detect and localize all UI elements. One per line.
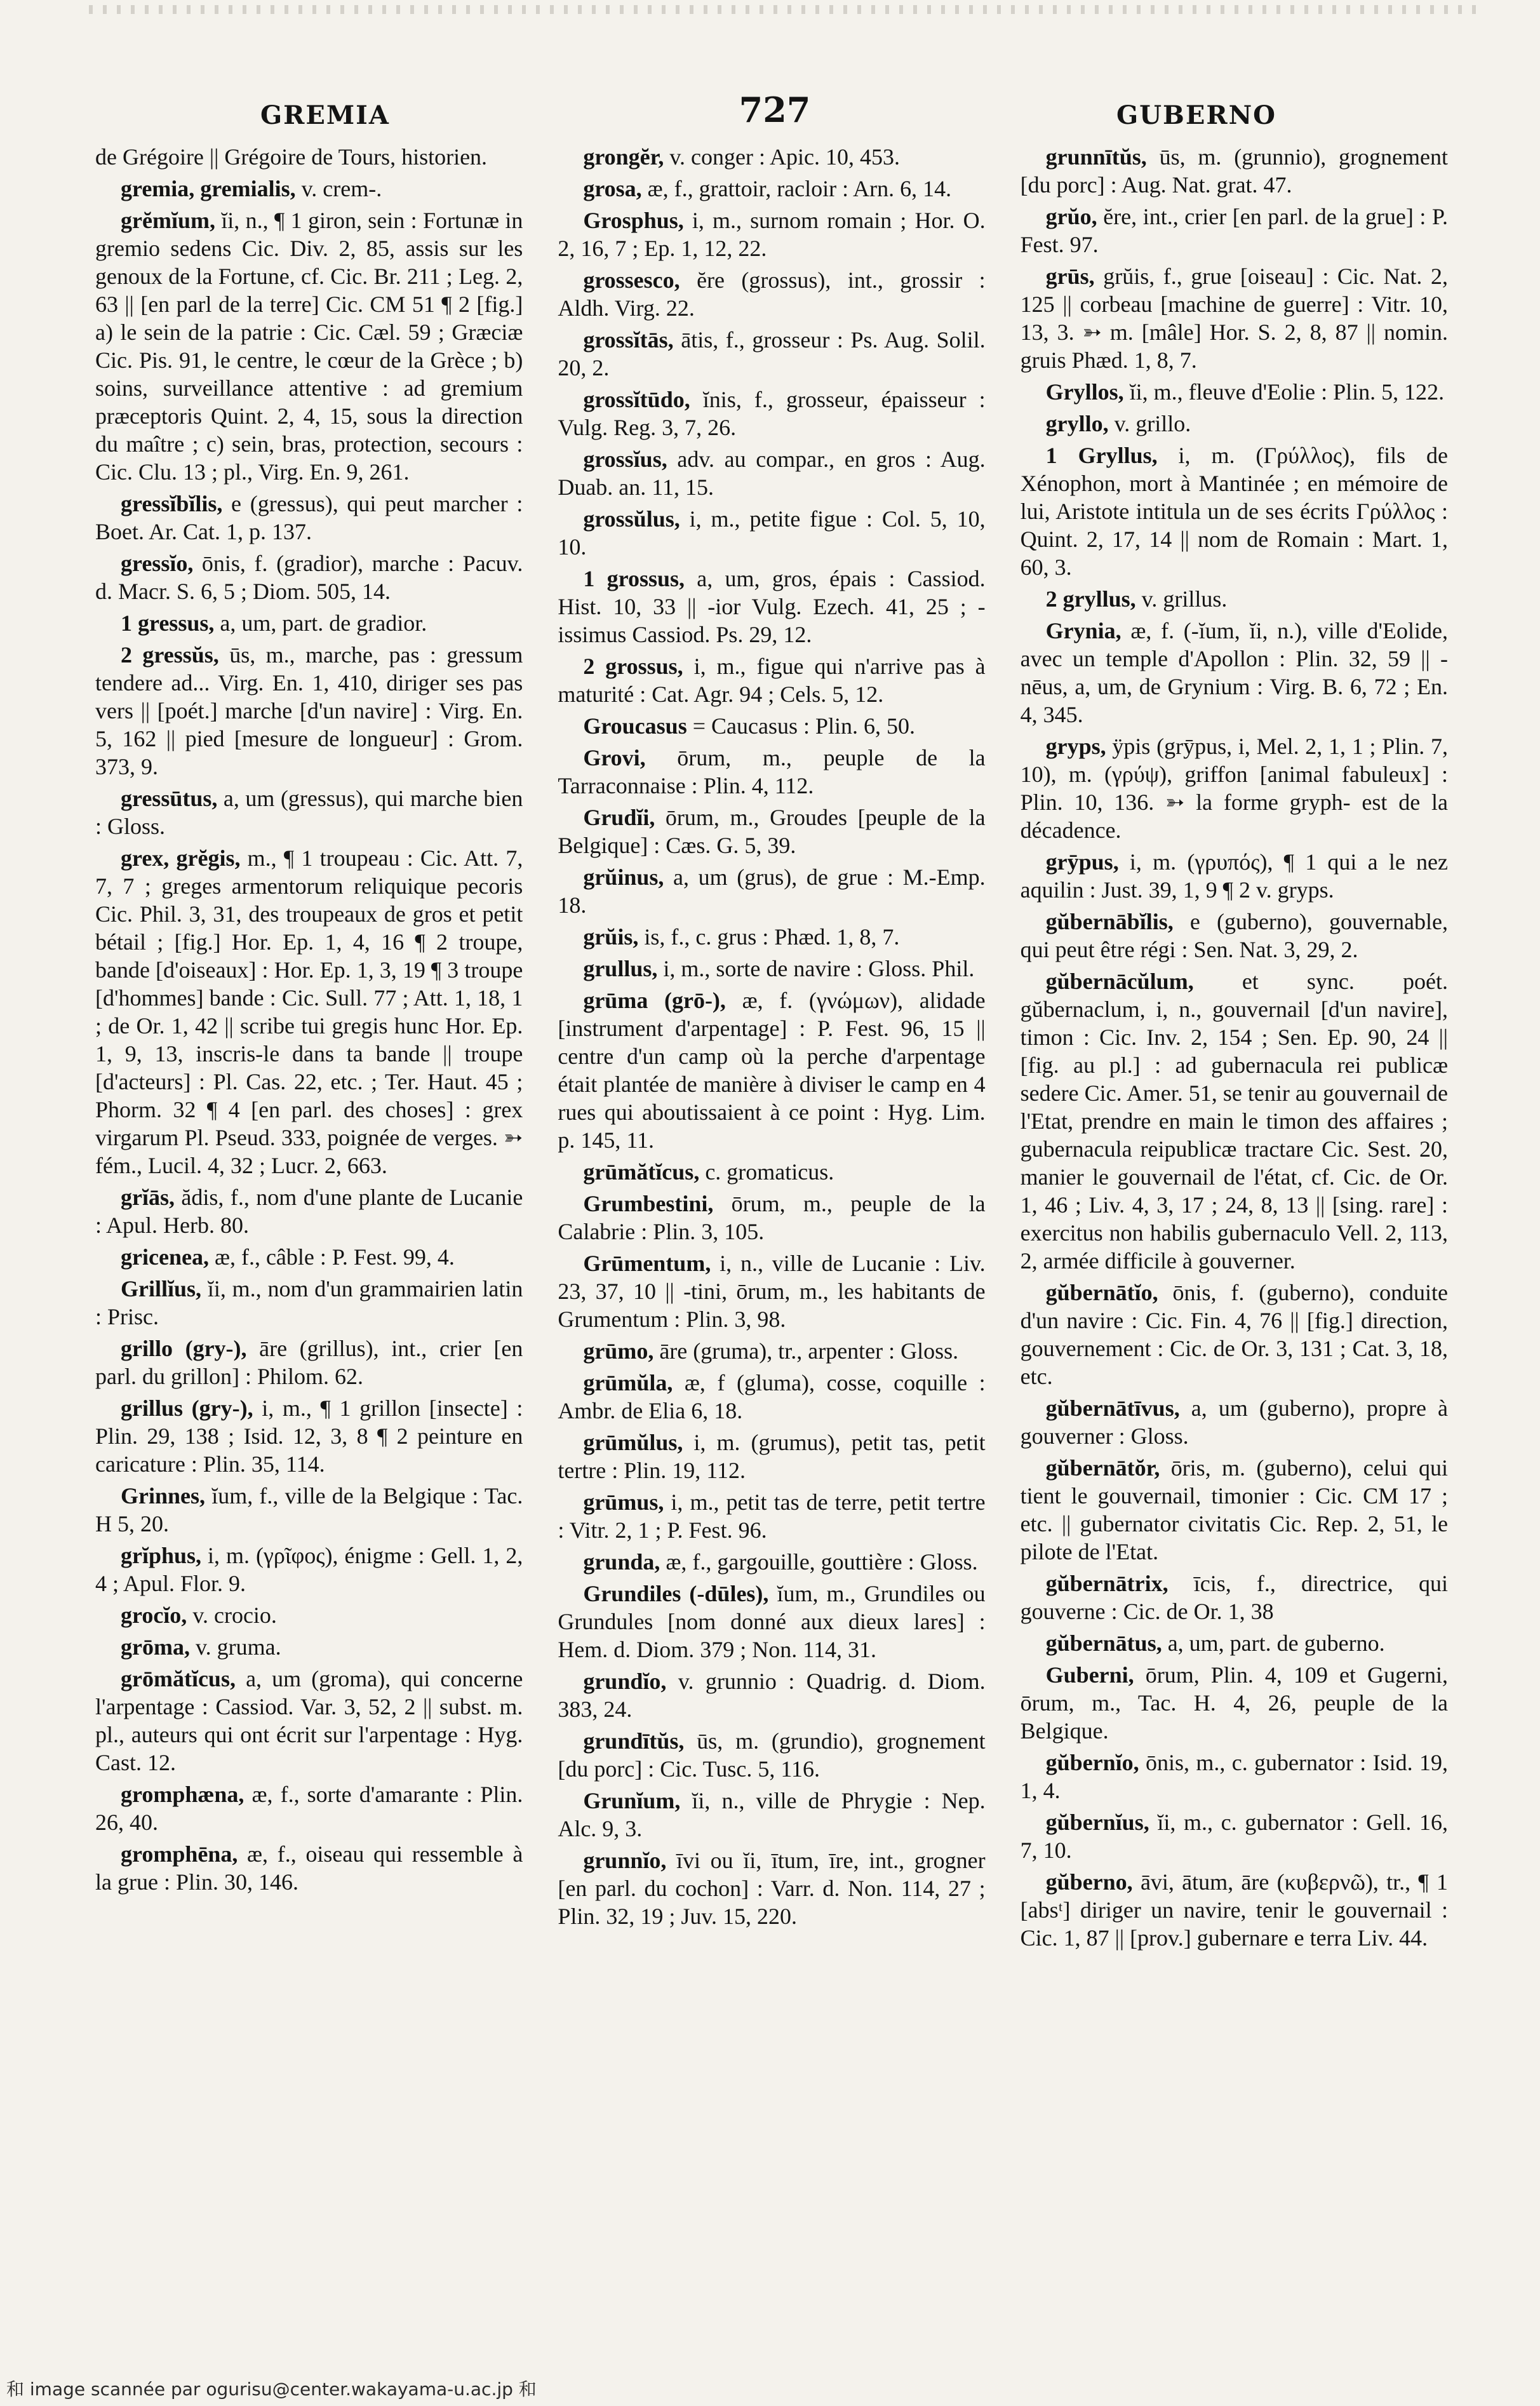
entry-definition: i, m., petite figue : Col. 5, 10, 10. xyxy=(558,506,986,560)
entry-headword: Grundiles (-dūles), xyxy=(583,1581,769,1606)
dictionary-entry xyxy=(1021,585,1448,613)
page-header xyxy=(83,73,1467,130)
entry-definition: ĭum, m., Grundiles ou Grundules [nom donné aux dieux lares] : Hem. d. Diom. 379 ; Non. 114, 31. xyxy=(558,1581,986,1662)
entry-headword: grȳpus, xyxy=(1045,849,1119,875)
entry-headword: gromphæna, xyxy=(121,1782,244,1807)
entry-definition: æ, f., câble : P. Fest. 99, 4. xyxy=(208,1244,455,1270)
entry-definition: æ, f., grattoir, racloir : Arn. 6, 14. xyxy=(641,176,952,201)
dictionary-entry xyxy=(1021,967,1448,1275)
entry-definition: a, um, part. de gradior. xyxy=(214,610,427,636)
entry-headword: grullus, xyxy=(583,956,658,981)
entry-definition: īcis, f., directrice, qui gouverne : Cic. de Or. 1, 38 xyxy=(1020,1571,1448,1624)
entry-definition: c. gromaticus. xyxy=(699,1159,834,1185)
entry-definition: de Grégoire || Grégoire de Tours, historien. xyxy=(95,144,488,170)
entry-definition: ĭi, n., ¶ 1 giron, sein : Fortunæ in gremio sedens Cic. Div. 2, 85, assis sur les genoux de la Fortune, cf. Cic. Br. 211 ; Leg. 2, 63 || [en parl de la terre] Cic. CM 51 ¶ 2 [fig.] a) le sein de la patrie : Cic. Cæl. 59 ; Græciæ Cic. Pis. 91, le centre, le cœur de la Grèce ; b) soins, surveillance attentive : ad gremium præceptoris Quint. 2, 4, 15, sous la direction du maître ; c) sein, bras, protection, secours : Cic. Clu. 13 ; pl., Virg. En. 9, 261. xyxy=(95,208,523,485)
entry-definition: ōnis, f. (guberno), conduite d'un navire : Cic. Fin. 4, 76 || [fig.] direction, gouvernement : Cic. de Or. 3, 131 ; Cat. 3, 18, etc. xyxy=(1020,1280,1448,1389)
dictionary-entry xyxy=(558,1667,985,1723)
dictionary-entry xyxy=(558,712,985,740)
dictionary-entry xyxy=(95,490,523,546)
entry-definition: a, um (gressus), qui marche bien : Gloss. xyxy=(95,786,523,839)
entry-headword: gŭberno, xyxy=(1045,1869,1133,1895)
dictionary-entry xyxy=(95,1243,523,1271)
entry-definition: is, f., c. grus : Phæd. 1, 8, 7. xyxy=(638,924,900,950)
dictionary-entry xyxy=(95,844,523,1179)
entry-definition: a, um (grus), de grue : M.-Emp. 18. xyxy=(558,864,986,918)
entry-definition: ĕre (grossus), int., grossir : Aldh. Virg. 22. xyxy=(558,267,986,321)
entry-headword: Grosphus, xyxy=(583,208,684,233)
entry-headword: Grinnes, xyxy=(121,1483,206,1509)
page-number: 727 xyxy=(739,90,811,130)
dictionary-entry xyxy=(1021,617,1448,729)
entry-headword: Grūmentum, xyxy=(583,1251,711,1276)
dictionary-entry xyxy=(558,923,985,951)
entry-headword: gŭbernĭo, xyxy=(1045,1750,1139,1775)
dictionary-entry xyxy=(95,206,523,486)
entry-definition: v. crem-. xyxy=(295,176,382,201)
dictionary-entry xyxy=(558,266,985,322)
dictionary-entry xyxy=(1021,1629,1448,1657)
dictionary-entry xyxy=(558,1428,985,1484)
entry-definition: ātis, f., grosseur : Ps. Aug. Solil. 20, 2. xyxy=(558,327,986,380)
dictionary-entry xyxy=(1021,378,1448,406)
dictionary-entry xyxy=(558,1190,985,1246)
entry-headword: grunnĭo, xyxy=(583,1848,667,1873)
entry-headword: gŭbernātĭo, xyxy=(1045,1280,1158,1305)
entry-headword: grongĕr, xyxy=(583,144,664,170)
entry-headword: gressĭbĭlis, xyxy=(121,491,223,516)
column-middle xyxy=(558,143,985,2299)
dictionary-entry xyxy=(95,143,523,171)
entry-headword: grūmo, xyxy=(583,1338,654,1364)
entry-headword: Grovi, xyxy=(583,745,646,770)
entry-headword: grossesco, xyxy=(583,267,680,293)
entry-definition: i, m. (grumus), petit tas, petit tertre : Plin. 19, 112. xyxy=(558,1430,986,1483)
dictionary-entry xyxy=(1021,732,1448,844)
dictionary-entry xyxy=(95,1334,523,1390)
right-guide-word: GUBERNO xyxy=(1116,100,1276,130)
dictionary-entry xyxy=(1021,1394,1448,1450)
entry-definition: ōrum, m., peuple de la Calabrie : Plin. 3, 105. xyxy=(558,1191,986,1244)
left-guide-word: GREMIA xyxy=(260,100,390,130)
entry-headword: 2 gryllus, xyxy=(1045,586,1136,612)
entry-definition: ōrum, m., Groudes [peuple de la Belgique] : Cæs. G. 5, 39. xyxy=(558,805,986,858)
dictionary-entry xyxy=(558,1580,985,1663)
entry-headword: grōmătĭcus, xyxy=(121,1666,236,1691)
entry-headword: grōma, xyxy=(121,1634,190,1660)
dictionary-entry xyxy=(558,863,985,919)
entry-definition: a, um, gros, épais : Cassiod. Hist. 10, 33 || -ior Vulg. Ezech. 41, 25 ; -issimus Cassiod. Ps. 29, 12. xyxy=(558,566,986,647)
entry-headword: grŭinus, xyxy=(583,864,664,890)
entry-definition: ōnis, m., c. gubernator : Isid. 19, 1, 4. xyxy=(1020,1750,1448,1803)
dictionary-entry xyxy=(558,505,985,561)
dictionary-entry xyxy=(558,1787,985,1843)
entry-headword: gremia, gremialis, xyxy=(121,176,296,201)
entry-headword: Grumbestini, xyxy=(583,1191,714,1216)
dictionary-entry xyxy=(95,1665,523,1777)
entry-definition: v. grunnio : Quadrig. d. Diom. 383, 24. xyxy=(558,1669,986,1722)
entry-headword: 2 grossus, xyxy=(583,654,683,679)
entry-definition: ĕre, int., crier [en parl. de la grue] : P. Fest. 97. xyxy=(1020,204,1448,257)
entry-headword: gŭbernātŏr, xyxy=(1045,1455,1160,1481)
entry-definition: æ, f., oiseau qui ressemble à la grue : Plin. 30, 146. xyxy=(95,1841,523,1895)
entry-headword: grundītŭs, xyxy=(583,1728,685,1754)
entry-headword: Gryllos, xyxy=(1045,379,1124,405)
entry-definition: i, m., figue qui n'arrive pas à maturité : Cat. Agr. 94 ; Cels. 5, 12. xyxy=(558,654,986,707)
entry-headword: gromphēna, xyxy=(121,1841,238,1867)
dictionary-entry xyxy=(558,652,985,708)
entry-definition: i, m. (γρῖφος), énigme : Gell. 1, 2, 4 ; Apul. Flor. 9. xyxy=(95,1543,523,1596)
entry-headword: Guberni, xyxy=(1045,1662,1134,1688)
entry-definition: ădis, f., nom d'une plante de Lucanie : Apul. Herb. 80. xyxy=(95,1185,523,1238)
entry-headword: 1 grossus, xyxy=(583,566,685,591)
dictionary-entry xyxy=(1021,441,1448,581)
entry-headword: grūmus, xyxy=(583,1489,664,1515)
entry-definition: i, n., ville de Lucanie : Liv. 23, 37, 10 || -tini, ōrum, m., les habitants de Grumentum : Plin. 3, 98. xyxy=(558,1251,986,1332)
entry-headword: grossĭus, xyxy=(583,447,667,472)
entry-definition: ĭum, f., ville de la Belgique : Tac. H 5, 20. xyxy=(95,1483,523,1536)
entry-headword: grĭphus, xyxy=(121,1543,202,1568)
dictionary-entry xyxy=(558,1846,985,1930)
dictionary-entry xyxy=(95,1394,523,1478)
entry-definition: = Caucasus : Plin. 6, 50. xyxy=(686,713,915,739)
entry-definition: i, m. (Γρύλλος), fils de Xénophon, mort à Mantinée ; en mémoire de lui, Aristote intitula un de ses écrits Γρύλλος : Quint. 2, 17, 14 || nom de Romain : Mart. 1, 60, 3. xyxy=(1020,443,1448,580)
entry-definition: i, m., petit tas de terre, petit tertre : Vitr. 2, 1 ; P. Fest. 96. xyxy=(558,1489,986,1543)
entry-definition: æ, f. (γνώμων), alidade [instrument d'arpentage] : P. Fest. 96, 15 || centre d'un camp où la perche d'arpentage était plantée de manière à diviser le camp en 4 rues qui aboutissaient à ce point : Hyg. Lim. p. 145, 11. xyxy=(558,988,986,1153)
dictionary-entry xyxy=(1021,203,1448,259)
entry-headword: 1 Gryllus, xyxy=(1045,443,1158,468)
entry-headword: gŭbernācŭlum, xyxy=(1045,969,1194,994)
dictionary-entry xyxy=(95,549,523,605)
entry-headword: Grunĭum, xyxy=(583,1788,681,1813)
entry-headword: Grudĭi, xyxy=(583,805,655,830)
entry-headword: gressĭo, xyxy=(121,551,194,576)
dictionary-entry xyxy=(95,1601,523,1629)
entry-headword: grūmătĭcus, xyxy=(583,1159,700,1185)
entry-definition: a, um (groma), qui concerne l'arpentage : Cassiod. Var. 3, 52, 2 || subst. m. pl., auteurs qui ont écrit sur l'arpentage : Hyg. Cast. 12. xyxy=(95,1666,523,1775)
entry-headword: grillus (gry-), xyxy=(121,1395,253,1421)
dictionary-entry xyxy=(558,1337,985,1365)
entry-definition: v. crocio. xyxy=(187,1603,277,1628)
dictionary-entry xyxy=(1021,1868,1448,1952)
entry-headword: grĕmĭum, xyxy=(121,208,215,233)
entry-definition: i, m., sorte de navire : Gloss. Phil. xyxy=(657,956,975,981)
dictionary-entry xyxy=(558,1727,985,1783)
entry-definition: et sync. poét. gŭbernaclum, i, n., gouvernail [d'un navire], timon : Cic. Inv. 2, 154 ; Sen. Ep. 90, 24 || [fig. au pl.] : ad gubernacula rei publicæ sedere Cic. Amer. 51, se tenir au gouvernail de l'Etat, prendre en main le timon des affaires ; gubernacula reipublicæ tractare Cic. Sest. 20, manier le gouvernail de l'état, cf. Cic. de Or. 1, 46 ; Liv. 4, 3, 17 ; 24, 8, 13 || [sing. rare] : exercitus non habilis gubernaculo Vell. 2, 113, 2, armée difficile à gouverner. xyxy=(1020,969,1448,1274)
dictionary-entry xyxy=(558,565,985,649)
entry-definition: ĭi, m., nom d'un grammairien latin : Prisc. xyxy=(95,1276,523,1329)
entry-headword: Groucasus xyxy=(583,713,687,739)
entry-definition: æ, f., gargouille, gouttière : Gloss. xyxy=(660,1549,978,1575)
dictionary-entry xyxy=(1021,1279,1448,1390)
entry-definition: ĭnis, f., grosseur, épaisseur : Vulg. Reg. 3, 7, 26. xyxy=(558,387,986,440)
entry-definition: æ, f (gluma), cosse, coquille : Ambr. de Elia 6, 18. xyxy=(558,1370,986,1423)
entry-definition: ōrum, Plin. 4, 109 et Gugerni, ōrum, m., Tac. H. 4, 26, peuple de la Belgique. xyxy=(1020,1662,1448,1744)
dictionary-entry xyxy=(95,175,523,203)
entry-headword: grundĭo, xyxy=(583,1669,667,1694)
entry-headword: Grynia, xyxy=(1045,618,1122,643)
entry-headword: grunnītŭs, xyxy=(1045,144,1147,170)
dictionary-entry xyxy=(558,803,985,859)
entry-headword: grossĭtūdo, xyxy=(583,387,690,412)
entry-definition: ōris, m. (guberno), celui qui tient le gouvernail, timonier : Cic. CM 17 ; etc. || gubernator civitatis Cic. Rep. 2, 51, le pilote de l'Etat. xyxy=(1020,1455,1448,1564)
dictionary-entry xyxy=(1021,1661,1448,1745)
dictionary-columns xyxy=(95,143,1448,2299)
entry-definition: īvi ou ĭi, ītum, īre, int., grogner [en parl. du cochon] : Varr. d. Non. 114, 27 ; Plin. 32, 19 ; Juv. 15, 220. xyxy=(558,1848,986,1929)
entry-definition: æ, f. (-ĭum, ĭi, n.), ville d'Eolide, avec un temple d'Apollon : Plin. 32, 59 || -nēus, a, um, de Grynium : Virg. B. 6, 72 ; En. 4, 345. xyxy=(1020,618,1448,727)
dictionary-entry xyxy=(558,1488,985,1544)
scan-edge-noise xyxy=(89,5,1486,14)
dictionary-entry xyxy=(558,206,985,262)
entry-definition: v. grillus. xyxy=(1135,586,1228,612)
entry-definition: ĭi, m., c. gubernator : Gell. 16, 7, 10. xyxy=(1020,1810,1448,1863)
entry-headword: gŭbernātrix, xyxy=(1045,1571,1168,1596)
entry-headword: grūmŭlus, xyxy=(583,1430,683,1455)
dictionary-entry xyxy=(95,1275,523,1331)
dictionary-entry xyxy=(95,1780,523,1836)
entry-definition: i, m., surnom romain ; Hor. O. 2, 16, 7 ; Ep. 1, 12, 22. xyxy=(558,208,986,261)
dictionary-entry xyxy=(1021,1749,1448,1805)
dictionary-entry xyxy=(1021,410,1448,438)
entry-definition: ĭi, m., fleuve d'Eolie : Plin. 5, 122. xyxy=(1123,379,1445,405)
entry-definition: ōnis, f. (gradior), marche : Pacuv. d. Macr. S. 6, 5 ; Diom. 505, 14. xyxy=(95,551,523,604)
dictionary-entry xyxy=(558,143,985,171)
entry-headword: grillo (gry-), xyxy=(121,1336,247,1361)
entry-definition: a, um (guberno), propre à gouverner : Gloss. xyxy=(1020,1395,1448,1449)
entry-definition: grŭis, f., grue [oiseau] : Cic. Nat. 2, 125 || corbeau [machine de guerre] : Vitr. 10, 13, 3. ➳ m. [mâle] Hor. S. 2, 8, 87 || nomin. gruis Phæd. 1, 8, 7. xyxy=(1020,264,1448,373)
dictionary-entry xyxy=(95,1542,523,1597)
entry-definition: ūs, m. (grunnio), grognement [du porc] : Aug. Nat. grat. 47. xyxy=(1020,144,1448,198)
dictionary-entry xyxy=(558,986,985,1154)
entry-definition: i, m., ¶ 1 grillon [insecte] : Plin. 29, 138 ; Isid. 12, 3, 8 ¶ 2 peinture en caricature : Plin. 35, 114. xyxy=(95,1395,523,1477)
entry-headword: gŭbernātus, xyxy=(1045,1630,1162,1656)
dictionary-entry xyxy=(95,609,523,637)
dictionary-entry xyxy=(1021,1454,1448,1566)
entry-headword: grŭis, xyxy=(583,924,639,950)
entry-headword: gryps, xyxy=(1045,734,1106,759)
entry-headword: grunda, xyxy=(583,1549,660,1575)
entry-headword: gŭbernĭus, xyxy=(1045,1810,1149,1835)
column-left xyxy=(95,143,523,2299)
column-right xyxy=(1021,143,1448,2299)
entry-headword: grūs, xyxy=(1045,264,1095,289)
dictionary-entry xyxy=(558,1548,985,1576)
entry-headword: grŭo, xyxy=(1045,204,1097,229)
dictionary-entry xyxy=(558,744,985,800)
entry-definition: ōrum, m., peuple de la Tarraconnaise : Plin. 4, 112. xyxy=(558,745,986,798)
dictionary-entry xyxy=(1021,1808,1448,1864)
entry-definition: v. gruma. xyxy=(189,1634,281,1660)
dictionary-entry xyxy=(558,1249,985,1333)
dictionary-entry xyxy=(95,1482,523,1538)
entry-definition: e (gressus), qui peut marcher : Boet. Ar. Cat. 1, p. 137. xyxy=(95,491,523,544)
entry-headword: grūmŭla, xyxy=(583,1370,673,1395)
entry-headword: grex, grĕgis, xyxy=(121,845,241,871)
entry-definition: ĭi, n., ville de Phrygie : Nep. Alc. 9, 3. xyxy=(558,1788,986,1841)
entry-headword: grūma (grō-), xyxy=(583,988,726,1013)
entry-definition: v. conger : Apic. 10, 453. xyxy=(664,144,900,170)
entry-headword: 1 gressus, xyxy=(121,610,215,636)
dictionary-entry xyxy=(1021,143,1448,199)
entry-headword: grossŭlus, xyxy=(583,506,680,532)
entry-headword: gricenea, xyxy=(121,1244,209,1270)
entry-headword: 2 gressŭs, xyxy=(121,642,219,668)
entry-headword: Grillĭus, xyxy=(121,1276,202,1301)
entry-definition: m., ¶ 1 troupeau : Cic. Att. 7, 7, 7 ; greges armentorum reliquique pecoris Cic. Phil. 3, 31, des troupeaux de gros et petit bétail ; [fig.] Hor. Ep. 1, 4, 16 ¶ 2 troupe, bande [d'oiseaux] : Hor. Ep. 1, 3, 19 ¶ 3 troupe [d'hommes] bande : Cic. Sull. 77 ; Att. 1, 18, 1 ; de Or. 1, 42 || scribe tui gregis hunc Hor. Ep. 1, 9, 13, inscris-le dans ta bande || troupe [d'acteurs] : Pl. Cas. 22, etc. ; Ter. Haut. 45 ; Phorm. 32 ¶ 4 [en parl. des choses] : grex virgarum Pl. Pseud. 333, poignée de verges. ➳ fém., Lucil. 4, 32 ; Lucr. 2, 663. xyxy=(95,845,523,1178)
entry-headword: gressūtus, xyxy=(121,786,218,811)
entry-headword: gŭbernātīvus, xyxy=(1045,1395,1180,1421)
scan-credit-footer: 和 image scannée par ogurisu@center.wakayama-u.ac.jp 和 xyxy=(6,2379,537,2400)
dictionary-entry xyxy=(558,386,985,441)
entry-definition: v. grillo. xyxy=(1108,411,1191,436)
dictionary-entry xyxy=(558,445,985,501)
dictionary-entry xyxy=(558,955,985,983)
dictionary-entry xyxy=(95,1633,523,1661)
entry-definition: a, um, part. de guberno. xyxy=(1162,1630,1385,1656)
entry-headword: grosa, xyxy=(583,176,642,201)
dictionary-entry xyxy=(558,1158,985,1186)
dictionary-entry xyxy=(95,1840,523,1896)
dictionary-entry xyxy=(1021,262,1448,374)
entry-definition: æ, f., sorte d'amarante : Plin. 26, 40. xyxy=(95,1782,523,1835)
entry-definition: i, m. (γρυπός), ¶ 1 qui a le nez aquilin : Just. 39, 1, 9 ¶ 2 v. gryps. xyxy=(1020,849,1448,903)
entry-headword: grĭās, xyxy=(121,1185,175,1210)
entry-definition: āvi, ātum, āre (κυβερνῶ), tr., ¶ 1 [absᵗ] diriger un navire, tenir le gouvernail : Cic. 1, 87 || [prov.] gubernare e terra Liv. 44. xyxy=(1020,1869,1448,1951)
dictionary-entry xyxy=(95,641,523,781)
dictionary-entry xyxy=(1021,1569,1448,1625)
dictionary-entry xyxy=(1021,908,1448,964)
entry-headword: grocĭo, xyxy=(121,1603,187,1628)
dictionary-entry xyxy=(1021,848,1448,904)
entry-headword: gŭbernābĭlis, xyxy=(1045,909,1174,934)
entry-definition: āre (grillus), int., crier [en parl. du grillon] : Philom. 62. xyxy=(95,1336,523,1389)
dictionary-entry xyxy=(95,784,523,840)
dictionary-entry xyxy=(558,326,985,382)
entry-headword: gryllo, xyxy=(1045,411,1109,436)
entry-definition: ÿpis (grȳpus, i, Mel. 2, 1, 1 ; Plin. 7, 10), m. (γρύψ), griffon [animal fabuleux] : Plin. 10, 136. ➳ la forme gryph- est de la décadence. xyxy=(1020,734,1448,843)
entry-definition: āre (gruma), tr., arpenter : Gloss. xyxy=(653,1338,959,1364)
entry-headword: grossĭtās, xyxy=(583,327,674,353)
entry-definition: ūs, m., marche, pas : gressum tendere ad... Virg. En. 1, 410, diriger ses pas vers || [poét.] marche [d'un navire] : Virg. En. 5, 162 || pied [mesure de longueur] : Grom. 373, 9. xyxy=(95,642,523,779)
dictionary-entry xyxy=(558,1369,985,1425)
entry-definition: ūs, m. (grundio), grognement [du porc] : Cic. Tusc. 5, 116. xyxy=(558,1728,986,1782)
entry-definition: adv. au compar., en gros : Aug. Duab. an. 11, 15. xyxy=(558,447,986,500)
dictionary-entry xyxy=(95,1183,523,1239)
dictionary-entry xyxy=(558,175,985,203)
entry-definition: e (guberno), gouvernable, qui peut être régi : Sen. Nat. 3, 29, 2. xyxy=(1020,909,1448,962)
